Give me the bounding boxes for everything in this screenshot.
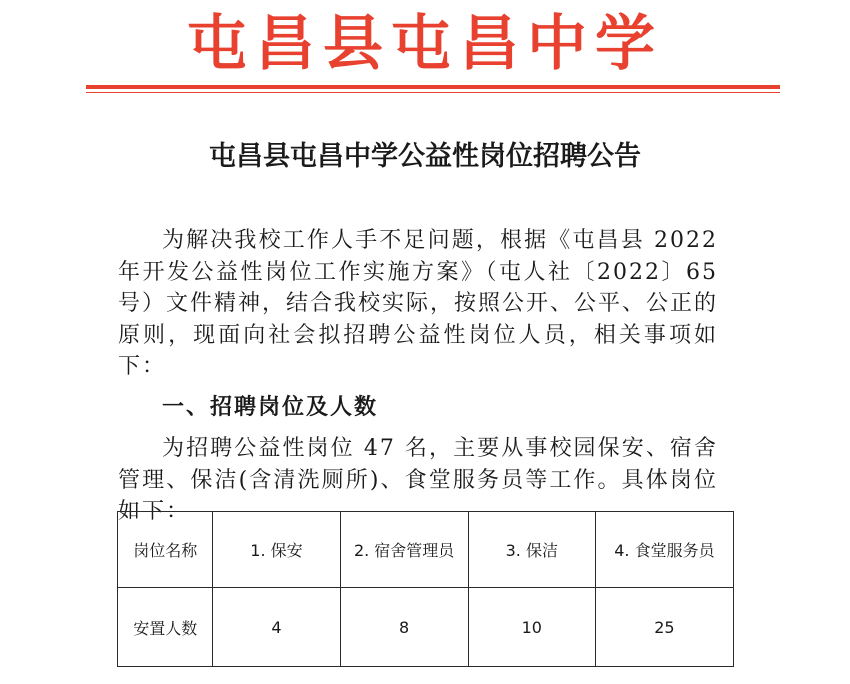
table-row-position-names bbox=[118, 512, 734, 588]
section-heading-positions: 一、招聘岗位及人数 bbox=[162, 395, 379, 420]
position-name-cell: 3. 保洁 bbox=[468, 512, 595, 588]
letterhead-school-name: 屯昌县屯昌中学 bbox=[187, 9, 663, 79]
section-text-positions: 为招聘公益性岗位 47 名，主要从事校园保安、宿舍管理、保洁(含清洗厕所)、食堂服务员等工作。具体岗位如下： bbox=[118, 436, 718, 524]
position-count-cell: 4 bbox=[213, 588, 340, 667]
position-count-cell: 8 bbox=[340, 588, 468, 667]
row-label-position-name: 岗位名称 bbox=[118, 512, 213, 588]
position-name-cell: 4. 食堂服务员 bbox=[595, 512, 733, 588]
position-name-cell: 1. 保安 bbox=[213, 512, 340, 588]
letterhead-red-rule-thin bbox=[86, 92, 780, 93]
position-count-cell: 25 bbox=[595, 588, 733, 667]
position-count-cell: 10 bbox=[468, 588, 595, 667]
positions-table bbox=[117, 511, 734, 667]
row-label-placement-count: 安置人数 bbox=[118, 588, 213, 667]
position-name-cell: 2. 宿舍管理员 bbox=[340, 512, 468, 588]
intro-paragraph: 为解决我校工作人手不足问题，根据《屯昌县 2022 年开发公益性岗位工作实施方案》（屯人社〔2022〕65 号）文件精神，结合我校实际，按照公开、公平、公正的原则，现面向社会拟招聘公益性岗位人员，相关事项如下： bbox=[118, 228, 719, 379]
document-title: 屯昌县屯昌中学公益性岗位招聘公告 bbox=[209, 141, 641, 172]
letterhead-red-rule bbox=[86, 85, 780, 89]
table-row-position-counts bbox=[118, 588, 734, 667]
